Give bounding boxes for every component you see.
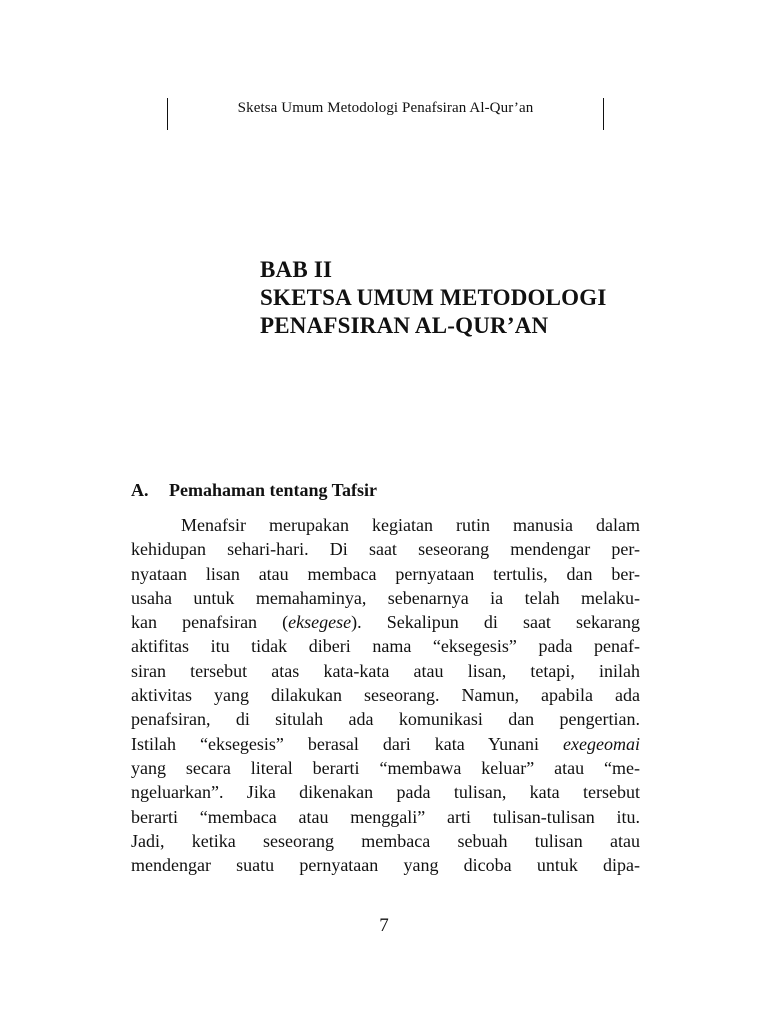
paragraph-line — [131, 586, 640, 610]
running-header — [167, 98, 604, 130]
line-text: mendengar suatu pernyataan yang dicoba untuk dipa- — [131, 855, 640, 876]
paragraph-line — [131, 780, 640, 804]
italic-term: eksegese — [288, 612, 352, 633]
paragraph-line — [131, 756, 640, 780]
paragraph-line — [131, 634, 640, 658]
line-text: ). Sekalipun di saat sekarang — [351, 612, 641, 633]
section-letter: A. — [131, 480, 149, 500]
paragraph-line — [131, 805, 640, 829]
chapter-heading — [260, 256, 660, 340]
chapter-title-line-2: PENAFSIRAN AL-QUR’AN — [260, 313, 549, 338]
line-text: aktivitas yang dilakukan seseorang. Namun, apabila ada — [131, 685, 640, 706]
section-heading — [131, 478, 377, 502]
paragraph-line — [131, 610, 640, 634]
paragraph-line — [131, 853, 640, 877]
chapter-title-line-1: SKETSA UMUM METODOLOGI — [260, 285, 607, 310]
paragraph-line — [131, 537, 640, 561]
paragraph-line — [131, 683, 640, 707]
line-text: usaha untuk memahaminya, sebenarnya ia telah melaku- — [131, 587, 640, 608]
body-paragraph — [131, 513, 640, 877]
header-rule-right — [603, 98, 604, 130]
line-text: kehidupan sehari-hari. Di saat seseorang mendengar per- — [131, 539, 640, 560]
paragraph-line — [131, 707, 640, 731]
paragraph-line — [131, 513, 640, 537]
line-text: Menafsir merupakan kegiatan rutin manusia dalam — [181, 515, 640, 535]
line-text: kan penafsiran ( — [131, 612, 289, 633]
italic-term: exegeomai — [563, 733, 640, 754]
paragraph-line — [131, 732, 640, 756]
line-text: ngeluarkan”. Jika dikenakan pada tulisan, kata tersebut — [131, 782, 640, 803]
running-title: Sketsa Umum Metodologi Penafsiran Al-Qur’an — [237, 100, 534, 116]
line-text: Jadi, ketika seseorang membaca sebuah tulisan atau — [131, 830, 640, 851]
chapter-number: BAB II — [260, 257, 333, 282]
line-text: aktifitas itu tidak diberi nama “eksegesis” pada penaf- — [131, 636, 640, 657]
line-text: yang secara literal berarti “membawa keluar” atau “me- — [131, 757, 640, 778]
page-number: 7 — [379, 915, 389, 936]
line-text: penafsiran, di situlah ada komunikasi dan pengertian. — [131, 709, 640, 730]
line-text: berarti “membaca atau menggali” arti tulisan-tulisan itu. — [131, 806, 640, 827]
line-text: nyataan lisan atau membaca pernyataan tertulis, dan ber- — [131, 563, 640, 584]
line-text: siran tersebut atas kata-kata atau lisan, tetapi, inilah — [131, 660, 640, 681]
section-title: Pemahaman tentang Tafsir — [169, 480, 378, 500]
paragraph-line — [131, 659, 640, 683]
line-text: Istilah “eksegesis” berasal dari kata Yunani — [131, 733, 564, 754]
paragraph-line — [131, 562, 640, 586]
paragraph-line — [131, 829, 640, 853]
